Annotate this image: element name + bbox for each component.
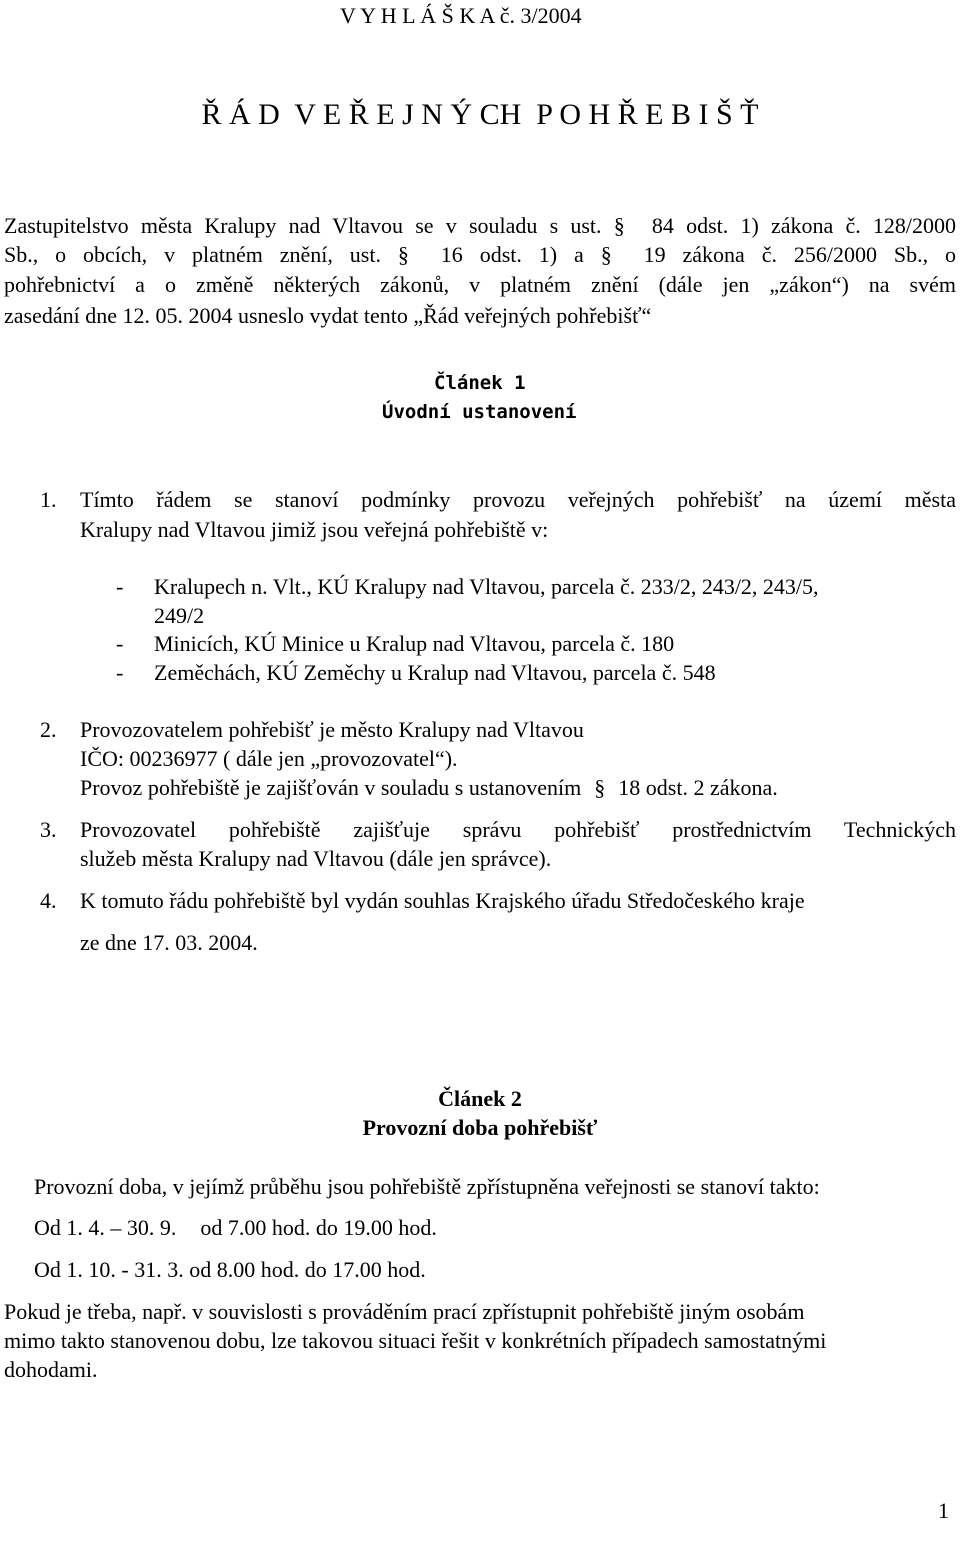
preamble-line-2: Sb., o obcích, v platném znění, ust. § 16 odst. 1) a § 19 zákona č. 256/2000 Sb., o bbox=[4, 242, 957, 267]
article-2-heading: Článek 2 bbox=[438, 1086, 522, 1111]
document-title: Ř Á D V E Ř E J N Ý CH P O H Ř E B I Š Ť bbox=[201, 98, 759, 131]
paragraph-4-line-2: ze dne 17. 03. 2004. bbox=[80, 930, 258, 955]
opening-hours-winter: Od 1. 10. - 31. 3. od 8.00 hod. do 17.00 hod. bbox=[34, 1257, 426, 1282]
preamble-line-1: Zastupitelstvo města Kralupy nad Vltavou se v souladu s ust. § 84 odst. 1) zákona č. 128/2000 bbox=[4, 213, 957, 238]
article-1-subheading: Úvodní ustanovení bbox=[382, 401, 577, 423]
article-1-heading: Článek 1 bbox=[434, 372, 526, 394]
paragraph-2-line-3: Provoz pohřebiště je zajišťován v souladu s ustanovením § 18 odst. 2 zákona. bbox=[80, 775, 778, 800]
paragraph-2-line-1: Provozovatelem pohřebišť je město Kralupy nad Vltavou bbox=[80, 717, 584, 742]
list-item: - Minicích, KÚ Minice u Kralup nad Vltavou, parcela č. 180 bbox=[116, 631, 675, 656]
page-number: 1 bbox=[938, 1498, 949, 1523]
paragraph-3-line-1: Provozovatel pohřebiště zajišťuje správu pohřebišť prostřednictvím Technických bbox=[80, 817, 956, 842]
list-item: - Zeměchách, KÚ Zeměchy u Kralup nad Vltavou, parcela č. 548 bbox=[116, 660, 716, 685]
note-line-3: dohodami. bbox=[4, 1357, 98, 1382]
opening-hours-summer: Od 1. 4. – 30. 9. od 7.00 hod. do 19.00 hod. bbox=[34, 1215, 437, 1240]
section-sign: § bbox=[600, 242, 612, 267]
paragraph-3-number: 3. bbox=[40, 817, 57, 842]
document-number: V Y H L Á Š K A č. 3/2004 bbox=[340, 3, 582, 28]
paragraph-1-line-2: Kralupy nad Vltavou jimiž jsou veřejná pohřebiště v: bbox=[80, 517, 549, 542]
paragraph-4-number: 4. bbox=[40, 888, 57, 913]
opening-hours-intro: Provozní doba, v jejímž průběhu jsou pohřebiště zpřístupněna veřejnosti se stanoví takto: bbox=[34, 1174, 820, 1199]
paragraph-2-number: 2. bbox=[40, 717, 57, 742]
list-dash: - bbox=[116, 660, 124, 685]
note-line-2: mimo takto stanovenou dobu, lze takovou situaci řešit v konkrétních případech samostatnými bbox=[4, 1328, 827, 1353]
section-sign: § bbox=[594, 775, 606, 800]
preamble-line-3: pohřebnictví a o změně některých zákonů, v platném znění (dále jen „zákon“) na svém bbox=[4, 272, 956, 297]
list-item-continuation: 249/2 bbox=[154, 603, 205, 628]
paragraph-4-line-1: K tomuto řádu pohřebiště byl vydán souhlas Krajského úřadu Středočeského kraje bbox=[80, 888, 805, 913]
list-dash: - bbox=[116, 631, 124, 656]
paragraph-1-number: 1. bbox=[40, 487, 57, 512]
paragraph-1-line-1: Tímto řádem se stanoví podmínky provozu veřejných pohřebišť na území města bbox=[80, 487, 956, 512]
article-2-subheading: Provozní doba pohřebišť bbox=[362, 1115, 598, 1140]
section-sign: § bbox=[397, 242, 409, 267]
list-dash: - bbox=[116, 574, 124, 599]
section-sign: § bbox=[613, 213, 625, 238]
list-item: - Kralupech n. Vlt., KÚ Kralupy nad Vltavou, parcela č. 233/2, 243/2, 243/5, bbox=[116, 574, 819, 599]
note-line-1: Pokud je třeba, např. v souvislosti s prováděním prací zpřístupnit pohřebiště jiným osobám bbox=[4, 1299, 805, 1324]
paragraph-2-line-2: IČO: 00236977 ( dále jen „provozovatel“). bbox=[80, 746, 458, 771]
preamble-line-4: zasedání dne 12. 05. 2004 usneslo vydat tento „Řád veřejných pohřebišť“ bbox=[4, 303, 652, 328]
paragraph-3-line-2: služeb města Kralupy nad Vltavou (dále jen správce). bbox=[80, 846, 552, 871]
